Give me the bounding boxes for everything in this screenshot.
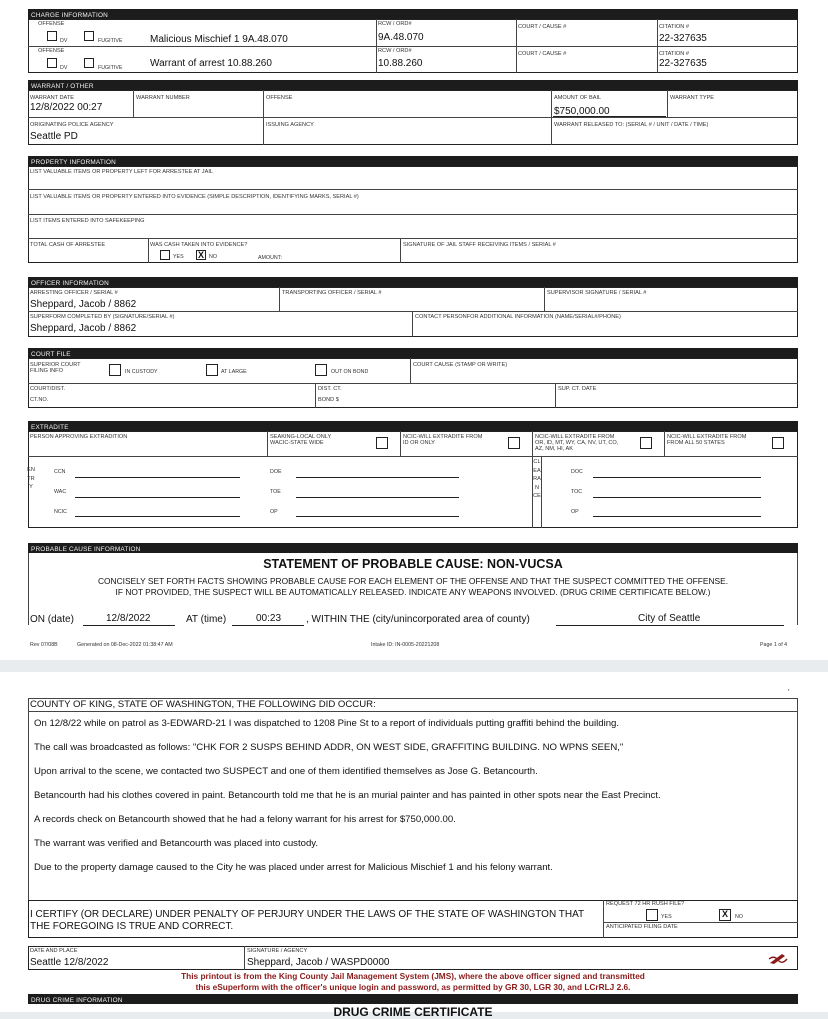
warrant-type-label: WARRANT TYPE bbox=[670, 95, 715, 101]
jms-notice-line-1: This printout is from the King County Jail Management System (JMS), where the above officer signed and transmitted bbox=[181, 971, 645, 981]
clear-op-label: OP bbox=[571, 509, 579, 515]
amount-label: AMOUNT: bbox=[258, 255, 282, 261]
probable-cause-section-header: PROBABLE CAUSE INFORMATION bbox=[28, 543, 798, 553]
at-time-label: AT (time) bbox=[186, 614, 227, 625]
signature-agency-value: Sheppard, Jacob / WASPD0000 bbox=[247, 957, 390, 968]
contact-person-label: CONTACT PERSONFOR ADDITIONAL INFORMATION (NAME/SERIAL#/PHONE) bbox=[415, 314, 621, 320]
at-large-label: AT LARGE bbox=[221, 369, 247, 375]
extradite-section-header: EXTRADITE bbox=[28, 421, 798, 431]
at-large-checkbox[interactable] bbox=[206, 364, 218, 376]
extradite-option-1-checkbox[interactable] bbox=[376, 437, 388, 449]
fugitive-checkbox[interactable] bbox=[84, 31, 94, 41]
court-cause-stamp-label: COURT CAUSE (STAMP OR WRITE) bbox=[413, 362, 508, 368]
court-cause-label: COURT / CAUSE # bbox=[518, 24, 567, 30]
issuing-agency-label: ISSUING AGENCY bbox=[266, 122, 314, 128]
narrative-line: Upon arrival to the scene, we contacted two SUSPECT and one of them identified themselves as Jose G. Betancourth. bbox=[34, 766, 538, 777]
drug-crime-section-header: DRUG CRIME INFORMATION bbox=[28, 994, 798, 1004]
doe-label: DOE bbox=[270, 469, 282, 475]
offense-label: OFFENSE bbox=[38, 21, 65, 27]
offense-label: OFFENSE bbox=[38, 48, 65, 54]
page-number: Page 1 of 4 bbox=[760, 642, 788, 648]
yes-label: YES bbox=[173, 254, 184, 260]
filing-date-label: ANTICIPATED FILING DATE bbox=[606, 924, 678, 930]
signature-pen-icon bbox=[768, 951, 788, 970]
warrant-offense-label: OFFENSE bbox=[266, 95, 293, 101]
rcw-value: 10.88.260 bbox=[378, 58, 423, 69]
extradite-option-3-checkbox[interactable] bbox=[640, 437, 652, 449]
court-section-header: COURT FILE bbox=[28, 348, 798, 358]
dist-ct-label: DIST. CT. bbox=[318, 386, 342, 392]
signature-row bbox=[28, 946, 798, 970]
citation-value: 22-327635 bbox=[659, 33, 707, 44]
in-custody-label: IN CUSTODY bbox=[125, 369, 158, 375]
superform-completed-value: Sheppard, Jacob / 8862 bbox=[30, 323, 137, 334]
jms-notice-line-2: this eSuperform with the officer's unique login and password, as permitted by GR 30, LGR 30, and LCrRLJ 2.6. bbox=[195, 982, 631, 992]
sup-ct-date-label: SUP. CT. DATE bbox=[558, 386, 597, 392]
transporting-officer-label: TRANSPORTING OFFICER / SERIAL # bbox=[282, 290, 382, 296]
supervisor-signature-label: SUPERVISOR SIGNATURE / SERIAL # bbox=[547, 290, 647, 296]
form-page-2 bbox=[0, 672, 828, 1019]
bail-value: $750,000.00 bbox=[554, 106, 610, 117]
dv-label: DV bbox=[60, 38, 68, 44]
toe-label: TOE bbox=[270, 489, 281, 495]
rush-yes-label: YES bbox=[661, 914, 672, 920]
narrative-line: Betancourth had his clothes covered in paint. Betancourth told me that he is an murial painter and has painted in other spots near the East Precinct. bbox=[34, 790, 661, 801]
within-value: City of Seattle bbox=[638, 613, 701, 624]
date-place-label: DATE AND PLACE bbox=[30, 948, 78, 954]
court-cause-label: COURT / CAUSE # bbox=[518, 51, 567, 57]
approving-person-label: PERSON APPROVING EXTRADITION bbox=[30, 434, 128, 440]
clearance-vertical-label: CLEARANCE bbox=[533, 459, 541, 500]
narrative-line: The call was broadcasted as follows: "CHK FOR 2 SUSPS BEHIND ADDR, ON WEST SIDE, GRAFFITING BUILDING. NO WPNS SEEN," bbox=[34, 742, 624, 753]
offense-value: Warrant of arrest 10.88.260 bbox=[150, 58, 272, 69]
warrant-section-header: WARRANT / OTHER bbox=[28, 80, 798, 90]
jail-staff-signature-label: SIGNATURE OF JAIL STAFF RECEIVING ITEMS / SERIAL # bbox=[403, 242, 556, 248]
drug-crime-title: DRUG CRIME CERTIFICATE bbox=[333, 1005, 493, 1019]
ccn-label: CCN bbox=[54, 469, 66, 475]
superior-court-label: SUPERIOR COURT FILING INFO bbox=[30, 362, 81, 374]
officer-table bbox=[28, 287, 798, 337]
probable-cause-instruction-1: CONCISELY SET FORTH FACTS SHOWING PROBABLE CAUSE FOR EACH ELEMENT OF THE OFFENSE AND THAT THE SUSPECT COMMITTED THE OFFENSE. bbox=[97, 576, 729, 586]
probable-cause-title: STATEMENT OF PROBABLE CAUSE: NON-VUCSA bbox=[263, 557, 563, 571]
in-custody-checkbox[interactable] bbox=[109, 364, 121, 376]
rush-file-label: REQUEST 72 HR RUSH FILE? bbox=[606, 901, 685, 907]
county-line: COUNTY OF KING, STATE OF WASHINGTON, THE FOLLOWING DID OCCUR: bbox=[30, 699, 376, 710]
op-line[interactable] bbox=[296, 516, 459, 517]
on-date-label: ON (date) bbox=[30, 614, 74, 625]
toc-line[interactable] bbox=[593, 497, 761, 498]
cash-evidence-label: WAS CASH TAKEN INTO EVIDENCE? bbox=[150, 242, 248, 248]
date-place-value: Seattle 12/8/2022 bbox=[30, 957, 109, 968]
fugitive-label: FUGITIVE bbox=[98, 65, 123, 71]
citation-label: CITATION # bbox=[659, 24, 689, 30]
drug-crime-title-clip bbox=[28, 1005, 798, 1019]
at-time-value: 00:23 bbox=[256, 613, 282, 624]
property-safekeeping-label: LIST ITEMS ENTERED INTO SAFEKEEPING bbox=[30, 218, 145, 224]
agency-label: ORIGINATING POLICE AGENCY bbox=[30, 122, 114, 128]
no-label: NO bbox=[209, 254, 217, 260]
charge-section-header: CHARGE INFORMATION bbox=[28, 9, 798, 19]
warrant-number-label: WARRANT NUMBER bbox=[136, 95, 190, 101]
dv-checkbox[interactable] bbox=[47, 58, 57, 68]
toc-label: TOC bbox=[571, 489, 583, 495]
narrative-line: On 12/8/22 while on patrol as 3-EDWARD-21 I was dispatched to 1208 Pine St to a report of individuals putting graffiti behind the building. bbox=[34, 718, 620, 729]
fugitive-checkbox[interactable] bbox=[84, 58, 94, 68]
corner-mark: ' bbox=[788, 688, 790, 697]
property-section-header: PROPERTY INFORMATION bbox=[28, 156, 798, 166]
property-evidence-label: LIST VALUABLE ITEMS OR PROPERTY ENTERED INTO EVIDENCE (SIMPLE DESCRIPTION, IDENTIFYING MARKS, SERIAL #) bbox=[30, 194, 359, 200]
wac-line[interactable] bbox=[75, 497, 240, 498]
rcw-value: 9A.48.070 bbox=[378, 32, 424, 43]
on-date-value: 12/8/2022 bbox=[106, 613, 151, 624]
wac-label: WAC bbox=[54, 489, 67, 495]
agency-value: Seattle PD bbox=[30, 131, 78, 142]
ccn-line[interactable] bbox=[75, 477, 240, 478]
extradite-option-1: SEAKING-LOCAL ONLY WACIC-STATE WIDE bbox=[270, 434, 332, 446]
clear-op-line[interactable] bbox=[593, 516, 761, 517]
superform-completed-label: SUPERFORM COMPLETED BY (SIGNATURE/SERIAL #) bbox=[30, 314, 175, 320]
narrative-line: Due to the property damage caused to the City he was placed under arrest for Malicious Mischief 1 and his felony warrant. bbox=[34, 862, 553, 873]
certify-statement: I CERTIFY (OR DECLARE) UNDER PENALTY OF PERJURY UNDER THE LAWS OF THE STATE OF WASHINGTON THAT THE FOREGOING IS TRUE AND CORRECT. bbox=[30, 909, 584, 932]
extradite-option-3: NCIC-WILL EXTRADITE FROM OR, ID, MT, WY, CA, NV, UT, CO, AZ, NM, HI, AK bbox=[535, 434, 619, 452]
warrant-released-label: WARRANT RELEASED TO: (SERIAL # / UNIT / DATE / TIME) bbox=[554, 122, 709, 128]
extradite-option-2: NCIC-WILL EXTRADITE FROM ID OR ONLY bbox=[403, 434, 483, 446]
extradite-option-2-checkbox[interactable] bbox=[508, 437, 520, 449]
within-label: , WITHIN THE (city/unincorporated area of county) bbox=[306, 614, 530, 625]
toe-line[interactable] bbox=[296, 497, 459, 498]
dv-checkbox[interactable] bbox=[47, 31, 57, 41]
doe-line[interactable] bbox=[296, 477, 459, 478]
rush-no-checkbox[interactable]: X bbox=[719, 909, 731, 921]
cash-evidence-no-checkbox[interactable]: X bbox=[197, 250, 204, 260]
arresting-officer-value: Sheppard, Jacob / 8862 bbox=[30, 299, 137, 310]
bail-label: AMOUNT OF BAIL bbox=[554, 95, 602, 101]
doc-line[interactable] bbox=[593, 477, 761, 478]
citation-label: CITATION # bbox=[659, 51, 689, 57]
rush-yes-checkbox[interactable] bbox=[646, 909, 658, 921]
ncic-label: NCIC bbox=[54, 509, 67, 515]
dv-label: DV bbox=[60, 65, 68, 71]
offense-value: Malicious Mischief 1 9A.48.070 bbox=[150, 34, 288, 45]
out-on-bond-label: OUT ON BOND bbox=[331, 369, 369, 375]
rcw-label: RCW / ORD# bbox=[378, 21, 412, 27]
doc-label: DOC bbox=[571, 469, 583, 475]
extradite-option-4-checkbox[interactable] bbox=[772, 437, 784, 449]
rush-no-label: NO bbox=[735, 914, 743, 920]
narrative-line: The warrant was verified and Betancourth was placed into custody. bbox=[34, 838, 319, 849]
fugitive-label: FUGITIVE bbox=[98, 38, 123, 44]
extradite-option-4: NCIC-WILL EXTRADITE FROM FROM ALL 50 STATES bbox=[667, 434, 747, 446]
rcw-label: RCW / ORD# bbox=[378, 48, 412, 54]
bond-label: BOND $ bbox=[318, 397, 339, 403]
entry-vertical-label: ENTRY bbox=[27, 467, 35, 491]
probable-cause-instruction-2: IF NOT PROVIDED, THE SUSPECT WILL BE AUTOMATICALLY RELEASED. INDICATE ANY WEAPONS INVOLVED. (DRUG CRIME CERTIFICATE BELOW.) bbox=[115, 587, 711, 597]
warrant-date-label: WARRANT DATE bbox=[30, 95, 75, 101]
rev-label: Rev 07/08B bbox=[30, 642, 58, 648]
warrant-date-value: 12/8/2022 00:27 bbox=[30, 102, 103, 113]
out-on-bond-checkbox[interactable] bbox=[315, 364, 327, 376]
op-label: OP bbox=[270, 509, 278, 515]
generated-label: Generated on 08-Dec-2022 01:38:47 AM bbox=[77, 642, 173, 648]
ncic-line[interactable] bbox=[75, 516, 240, 517]
court-dist-label: COURT/DIST. bbox=[30, 386, 66, 392]
property-left-label: LIST VALUABLE ITEMS OR PROPERTY LEFT FOR ARRESTEE AT JAIL bbox=[30, 169, 213, 175]
ct-no-label: CT.NO. bbox=[30, 397, 49, 403]
narrative-line: A records check on Betancourth showed that he had a felony warrant for his arrest for $750,000.00. bbox=[34, 814, 456, 825]
cash-evidence-yes-checkbox[interactable] bbox=[160, 250, 170, 260]
intake-id: Intake ID: IN-0005-20221208 bbox=[371, 642, 440, 648]
total-cash-label: TOTAL CASH OF ARRESTEE bbox=[30, 242, 106, 248]
citation-value: 22-327635 bbox=[659, 58, 707, 69]
signature-agency-label: SIGNATURE / AGENCY bbox=[247, 948, 308, 954]
arresting-officer-label: ARRESTING OFFICER / SERIAL # bbox=[30, 290, 118, 296]
officer-section-header: OFFICER INFORMATION bbox=[28, 277, 798, 287]
